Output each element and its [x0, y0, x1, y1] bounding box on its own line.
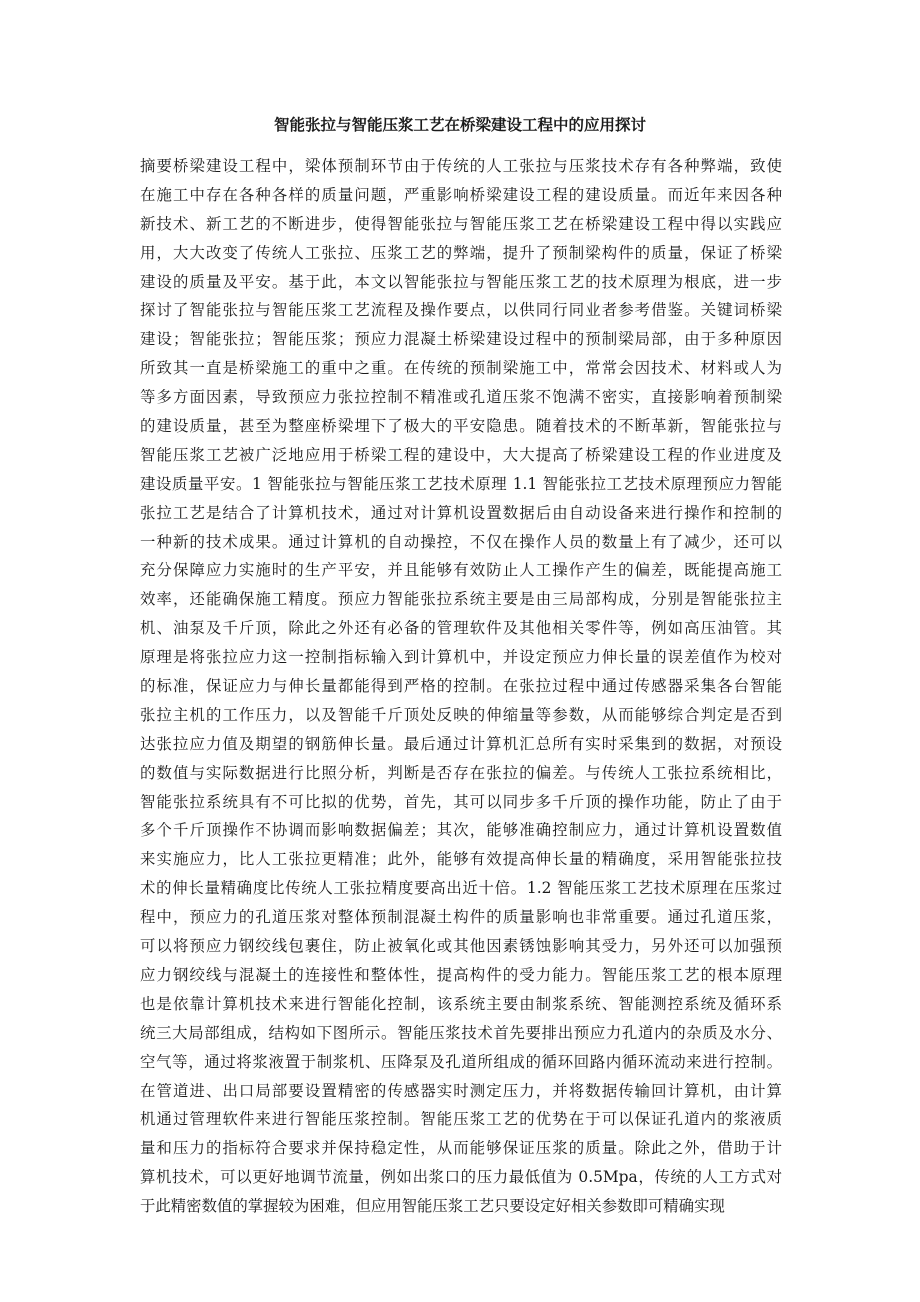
body-text-line: 机、油泵及千斤顶，除此之外还有必备的管理软件及其他相关零件等，例如高压油管。其	[140, 619, 782, 638]
body-text-line: 智能压浆工艺被广泛地应用于桥梁工程的建设中，大大提高了桥梁建设工程的作业进度及	[140, 445, 782, 464]
body-text-line: 的建设质量，甚至为整座桥梁埋下了极大的平安隐患。随着技术的不断革新，智能张拉与	[140, 417, 782, 436]
body-text-line: 摘要桥梁建设工程中，梁体预制环节由于传统的人工张拉与压浆技术存有各种弊端，致使	[140, 157, 782, 175]
body-text-line: 机通过管理软件来进行智能压浆控制。智能压浆工艺的优势在于可以保证孔道内的浆液质	[140, 1110, 782, 1129]
body-text-line: 多个千斤顶操作不协调而影响数据偏差；其次，能够准确控制应力，通过计算机设置数值	[140, 821, 782, 840]
body-text-line: 效率，还能确保施工精度。预应力智能张拉系统主要是由三局部构成，分别是智能张拉主	[140, 590, 782, 609]
body-text-line: 张拉工艺是结合了计算机技术，通过对计算机设置数据后由自动设备来进行操作和控制的	[140, 503, 782, 522]
body-text-line: 于此精密数值的掌握较为困难，但应用智能压浆工艺只要设定好相关参数即可精确实现	[140, 1197, 725, 1216]
body-text-line: 术的伸长量精确度比传统人工张拉精度要高出近十倍。1.2 智能压浆工艺技术原理在压浆过	[140, 879, 782, 898]
body-text-line: 建设；智能张拉；智能压浆；预应力混凝土桥梁建设过程中的预制梁局部，由于多种原因	[140, 330, 782, 349]
body-text-line: 程中，预应力的孔道压浆对整体预制混凝土构件的质量影响也非常重要。通过孔道压浆，	[140, 908, 782, 927]
body-text-line: 用，大大改变了传统人工张拉、压浆工艺的弊端，提升了预制梁构件的质量，保证了桥梁	[140, 243, 782, 262]
body-text-line: 建设质量平安。1 智能张拉与智能压浆工艺技术原理 1.1 智能张拉工艺技术原理预应力智能	[140, 474, 782, 493]
body-text-line: 新技术、新工艺的不断进步，使得智能张拉与智能压浆工艺在桥梁建设工程中得以实践应	[140, 214, 782, 233]
body-text-line: 张拉主机的工作压力，以及智能千斤顶处反映的伸缩量等参数，从而能够综合判定是否到	[140, 705, 782, 724]
body-text-line: 一种新的技术成果。通过计算机的自动操控，不仅在操作人员的数量上有了减少，还可以	[140, 532, 782, 551]
body-text-line: 来实施应力，比人工张拉更精准；此外，能够有效提高伸长量的精确度，采用智能张拉技	[140, 850, 782, 869]
body-text-line: 达张拉应力值及期望的钢筋伸长量。最后通过计算机汇总所有实时采集到的数据，对预设	[140, 734, 782, 753]
body-text-line: 所致其一直是桥梁施工的重中之重。在传统的预制梁施工中，常常会因技术、材料或人为	[140, 359, 782, 378]
body-text-line: 应力钢绞线与混凝土的连接性和整体性，提高构件的受力能力。智能压浆工艺的根本原理	[140, 965, 782, 984]
body-text-line: 充分保障应力实施时的生产平安，并且能够有效防止人工操作产生的偏差，既能提高施工	[140, 561, 782, 580]
body-text-line: 原理是将张拉应力这一控制指标输入到计算机中，并设定预应力伸长量的误差值作为校对	[140, 648, 782, 667]
body-text-line: 建设的质量及平安。基于此，本文以智能张拉与智能压浆工艺的技术原理为根底，进一步	[140, 272, 782, 291]
body-text-line: 算机技术，可以更好地调节流量，例如出浆口的压力最低值为 0.5Mpa，传统的人工方式对	[140, 1168, 782, 1187]
body-text-line: 也是依靠计算机技术来进行智能化控制，该系统主要由制浆系统、智能测控系统及循环系	[140, 994, 782, 1013]
body-text-line: 空气等，通过将浆液置于制浆机、压降泵及孔道所组成的循环回路内循环流动来进行控制。	[140, 1052, 782, 1071]
body-text-line: 量和压力的指标符合要求并保持稳定性，从而能够保证压浆的质量。除此之外，借助于计	[140, 1139, 782, 1158]
body-text-line: 等多方面因素，导致预应力张拉控制不精准或孔道压浆不饱满不密实，直接影响着预制梁	[140, 388, 782, 407]
body-text-line: 智能张拉系统具有不可比拟的优势，首先，其可以同步多千斤顶的操作功能，防止了由于	[140, 792, 782, 811]
body-text-line: 可以将预应力钢绞线包裹住，防止被氧化或其他因素锈蚀影响其受力，另外还可以加强预	[140, 937, 782, 956]
body-text-line: 在管道进、出口局部要设置精密的传感器实时测定压力，并将数据传输回计算机，由计算	[140, 1081, 782, 1100]
document-title: 智能张拉与智能压浆工艺在桥梁建设工程中的应用探讨	[273, 115, 646, 134]
body-text-line: 在施工中存在各种各样的质量问题，严重影响桥梁建设工程的建设质量。而近年来因各种	[140, 185, 782, 204]
body-text-line: 统三大局部组成，结构如下图所示。智能压浆技术首先要排出预应力孔道内的杂质及水分、	[140, 1023, 782, 1042]
body-text-line: 的数值与实际数据进行比照分析，判断是否存在张拉的偏差。与传统人工张拉系统相比，	[140, 763, 782, 782]
body-text-line: 探讨了智能张拉与智能压浆工艺流程及操作要点，以供同行同业者参考借鉴。关键词桥梁	[140, 301, 782, 320]
body-text-line: 的标准，保证应力与伸长量都能得到严格的控制。在张拉过程中通过传感器采集各台智能	[140, 677, 782, 696]
document-body	[140, 152, 782, 1221]
